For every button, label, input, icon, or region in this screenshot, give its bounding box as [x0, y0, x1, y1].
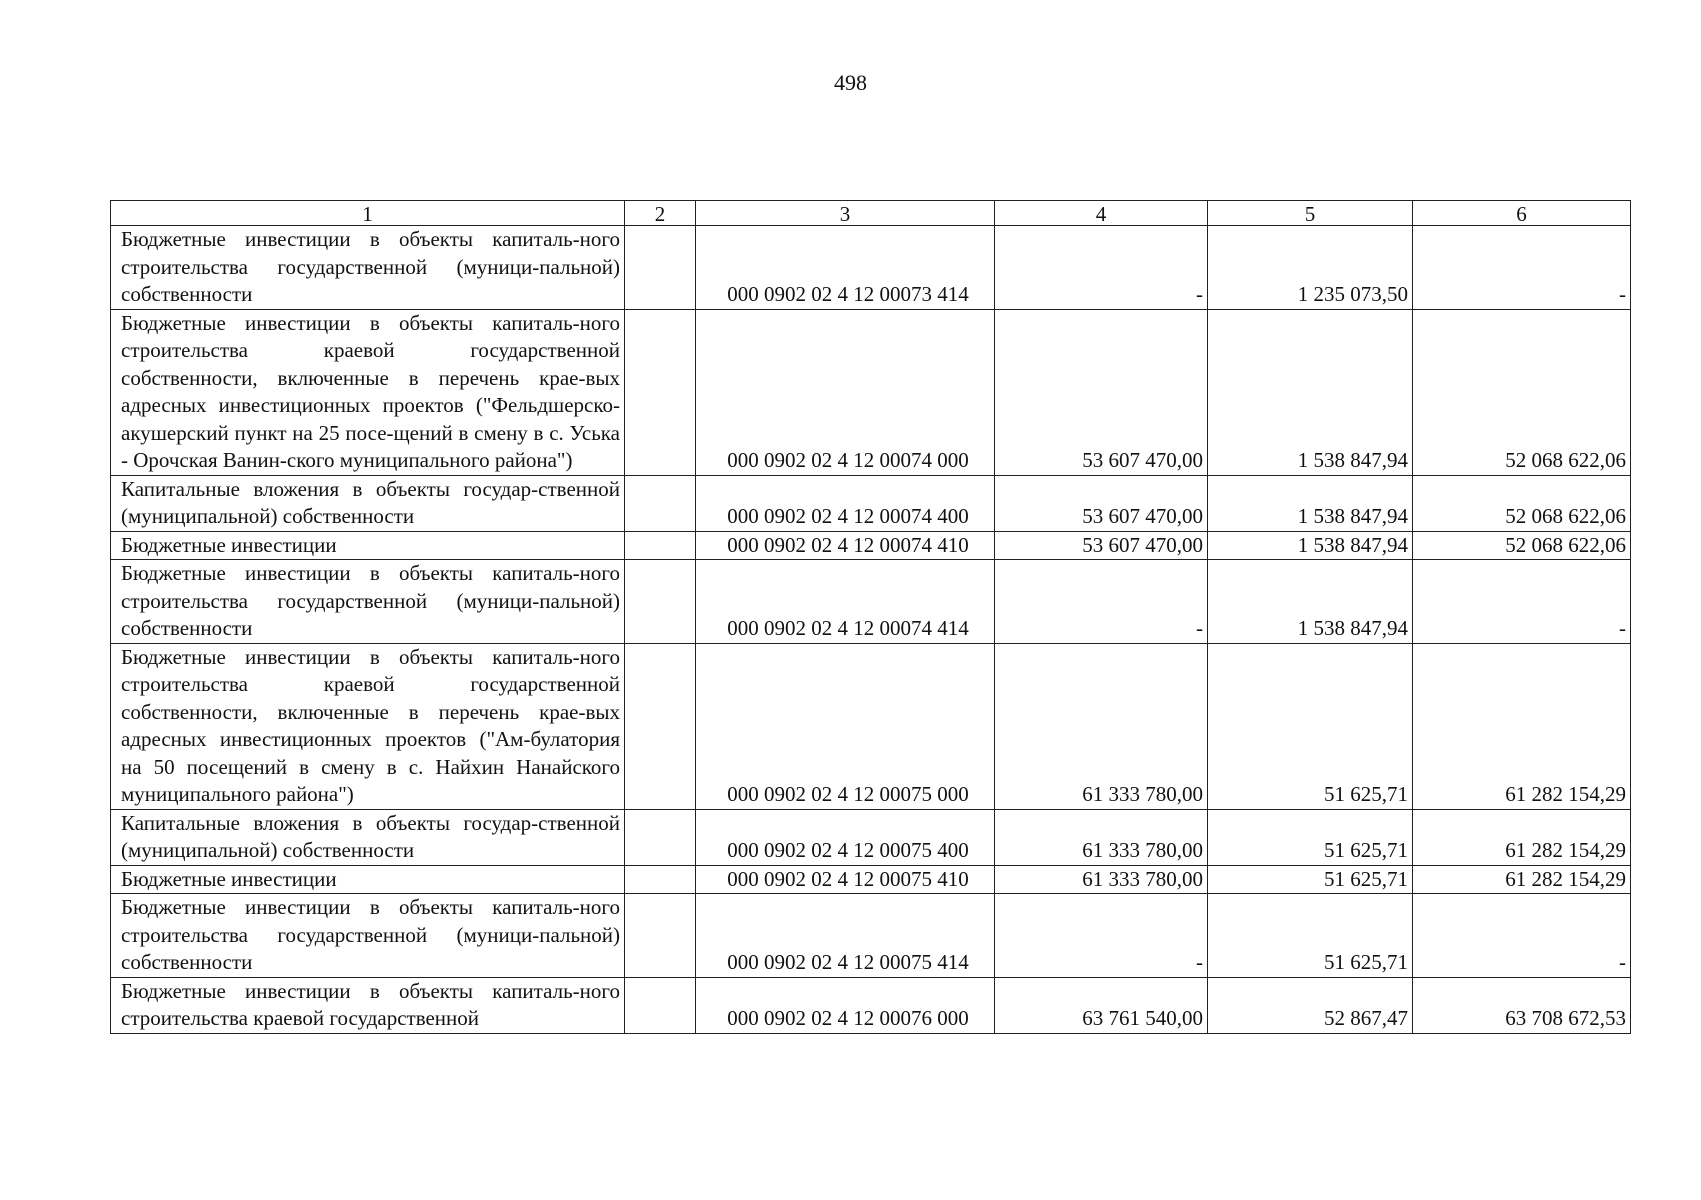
header-col-1: 1	[111, 201, 625, 226]
row-value-4-cell: 53 607 470,00	[995, 309, 1208, 475]
row-value-5-cell: 1 538 847,94	[1208, 475, 1413, 531]
row-name-cell: Капитальные вложения в объекты государ-ственной (муниципальной) собственности	[111, 809, 625, 865]
row-value-5-cell: 51 625,71	[1208, 894, 1413, 978]
row-value-6-cell: 61 282 154,29	[1413, 865, 1631, 894]
row-value-6-cell: 52 068 622,06	[1413, 309, 1631, 475]
row-col2-cell	[625, 643, 696, 809]
table-row	[111, 894, 1631, 978]
row-value-5-cell: 51 625,71	[1208, 809, 1413, 865]
row-name-cell: Капитальные вложения в объекты государ-ственной (муниципальной) собственности	[111, 475, 625, 531]
row-code-cell: 000 0902 02 4 12 00073 414	[696, 226, 995, 310]
row-col2-cell	[625, 226, 696, 310]
row-name-cell: Бюджетные инвестиции в объекты капиталь-ного строительства государственной (муници-пальной) собственности	[111, 894, 625, 978]
row-value-4-cell: -	[995, 894, 1208, 978]
row-value-4-cell: -	[995, 226, 1208, 310]
row-col2-cell	[625, 977, 696, 1033]
row-value-4-cell: 61 333 780,00	[995, 809, 1208, 865]
row-code-cell: 000 0902 02 4 12 00074 400	[696, 475, 995, 531]
table-row	[111, 560, 1631, 644]
table-row	[111, 809, 1631, 865]
table-header	[111, 201, 1631, 226]
row-col2-cell	[625, 475, 696, 531]
header-row	[111, 201, 1631, 226]
row-value-4-cell: 61 333 780,00	[995, 865, 1208, 894]
row-col2-cell	[625, 865, 696, 894]
row-code-cell: 000 0902 02 4 12 00076 000	[696, 977, 995, 1033]
row-value-6-cell: -	[1413, 894, 1631, 978]
row-code-cell: 000 0902 02 4 12 00075 400	[696, 809, 995, 865]
row-code-cell: 000 0902 02 4 12 00074 410	[696, 531, 995, 560]
row-value-6-cell: 52 068 622,06	[1413, 531, 1631, 560]
header-col-6: 6	[1413, 201, 1631, 226]
row-value-6-cell: -	[1413, 226, 1631, 310]
row-name-cell: Бюджетные инвестиции в объекты капиталь-ного строительства краевой государственной собственности, включенные в перечень крае-вых адресных инвестиционных проектов ("Ам-булатория на 50 посещений в смену в с. Найхин Нанайского муниципального района")	[111, 643, 625, 809]
row-col2-cell	[625, 531, 696, 560]
table-row	[111, 643, 1631, 809]
row-value-5-cell: 51 625,71	[1208, 643, 1413, 809]
header-col-4: 4	[995, 201, 1208, 226]
row-code-cell: 000 0902 02 4 12 00075 000	[696, 643, 995, 809]
row-value-4-cell: 53 607 470,00	[995, 531, 1208, 560]
row-value-4-cell: -	[995, 560, 1208, 644]
row-name-cell: Бюджетные инвестиции в объекты капиталь-ного строительства государственной (муници-пальной) собственности	[111, 560, 625, 644]
table-row	[111, 865, 1631, 894]
row-col2-cell	[625, 560, 696, 644]
row-code-cell: 000 0902 02 4 12 00074 414	[696, 560, 995, 644]
header-col-2: 2	[625, 201, 696, 226]
row-value-6-cell: 63 708 672,53	[1413, 977, 1631, 1033]
row-name-cell: Бюджетные инвестиции в объекты капиталь-ного строительства краевой государственной	[111, 977, 625, 1033]
row-code-cell: 000 0902 02 4 12 00075 410	[696, 865, 995, 894]
header-col-3: 3	[696, 201, 995, 226]
row-name-cell: Бюджетные инвестиции в объекты капиталь-ного строительства государственной (муници-пальной) собственности	[111, 226, 625, 310]
row-code-cell: 000 0902 02 4 12 00074 000	[696, 309, 995, 475]
row-name-cell: Бюджетные инвестиции	[111, 531, 625, 560]
table-row	[111, 475, 1631, 531]
row-value-5-cell: 1 538 847,94	[1208, 531, 1413, 560]
page-number: 498	[834, 70, 867, 95]
row-value-4-cell: 61 333 780,00	[995, 643, 1208, 809]
table-row	[111, 977, 1631, 1033]
row-name-cell: Бюджетные инвестиции	[111, 865, 625, 894]
row-col2-cell	[625, 894, 696, 978]
header-col-5: 5	[1208, 201, 1413, 226]
table-row	[111, 309, 1631, 475]
row-value-5-cell: 1 235 073,50	[1208, 226, 1413, 310]
row-col2-cell	[625, 809, 696, 865]
table-row	[111, 226, 1631, 310]
table-row	[111, 531, 1631, 560]
row-value-6-cell: 61 282 154,29	[1413, 809, 1631, 865]
row-value-4-cell: 53 607 470,00	[995, 475, 1208, 531]
row-value-5-cell: 1 538 847,94	[1208, 560, 1413, 644]
row-value-5-cell: 1 538 847,94	[1208, 309, 1413, 475]
row-name-cell: Бюджетные инвестиции в объекты капиталь-ного строительства краевой государственной собственности, включенные в перечень крае-вых адресных инвестиционных проектов ("Фельдшерско-акушерский пункт на 25 посе-щений в смену в с. Уська - Орочская Ванин-ского муниципального района")	[111, 309, 625, 475]
row-value-5-cell: 51 625,71	[1208, 865, 1413, 894]
row-value-4-cell: 63 761 540,00	[995, 977, 1208, 1033]
row-code-cell: 000 0902 02 4 12 00075 414	[696, 894, 995, 978]
row-value-6-cell: -	[1413, 560, 1631, 644]
row-value-6-cell: 61 282 154,29	[1413, 643, 1631, 809]
table-body	[111, 226, 1631, 1034]
budget-table	[110, 200, 1631, 1034]
row-value-5-cell: 52 867,47	[1208, 977, 1413, 1033]
row-col2-cell	[625, 309, 696, 475]
row-value-6-cell: 52 068 622,06	[1413, 475, 1631, 531]
